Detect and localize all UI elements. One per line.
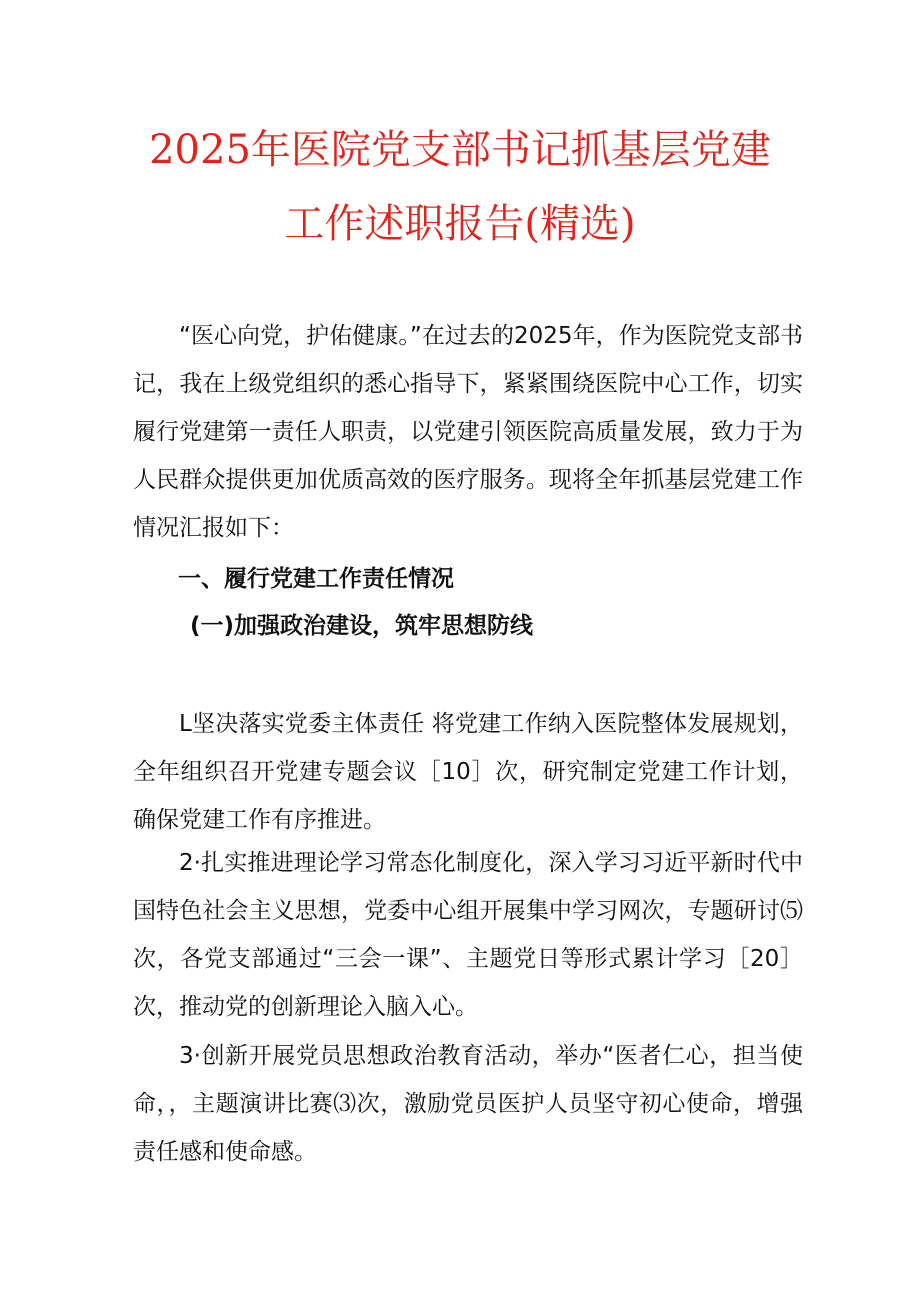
list-item-3: 3·创新开展党员思想政治教育活动，举办“医者仁心，担当使命，，主题演讲比赛⑶次，激励党员医护人员坚守初心使命，增强责任感和使命感。: [133, 1043, 803, 1165]
document-title-line-2: 工作述职报告(精选): [284, 201, 636, 247]
subsection-1-heading: (一)加强政治建设，筑牢思想防线: [190, 613, 534, 639]
section-1-heading: 一、履行党建工作责任情况: [178, 566, 454, 592]
document-title-line-1: 2025年医院党支部书记抓基层党建: [149, 127, 771, 173]
list-item-2: 2·扎实推进理论学习常态化制度化，深入学习习近平新时代中国特色社会主义思想，党委中心组开展集中学习网次，专题研讨⑸次，各党支部通过“三会一课”、主题党日等形式累计学习［20］次，推动党的创新理论入脑入心。: [133, 850, 803, 1020]
intro-paragraph: “医心向党，护佑健康。”在过去的2025年，作为医院党支部书记，我在上级党组织的悉心指导下，紧紧围绕医院中心工作，切实履行党建第一责任人职责，以党建引领医院高质量发展，致力于为人民群众提供更加优质高效的医疗服务。现将全年抓基层党建工作情况汇报如下：: [133, 323, 803, 541]
list-item-1: L坚决落实党委主体责任 将党建工作纳入医院整体发展规划，全年组织召开党建专题会议［10］次，研究制定党建工作计划，确保党建工作有序推进。: [133, 711, 803, 833]
